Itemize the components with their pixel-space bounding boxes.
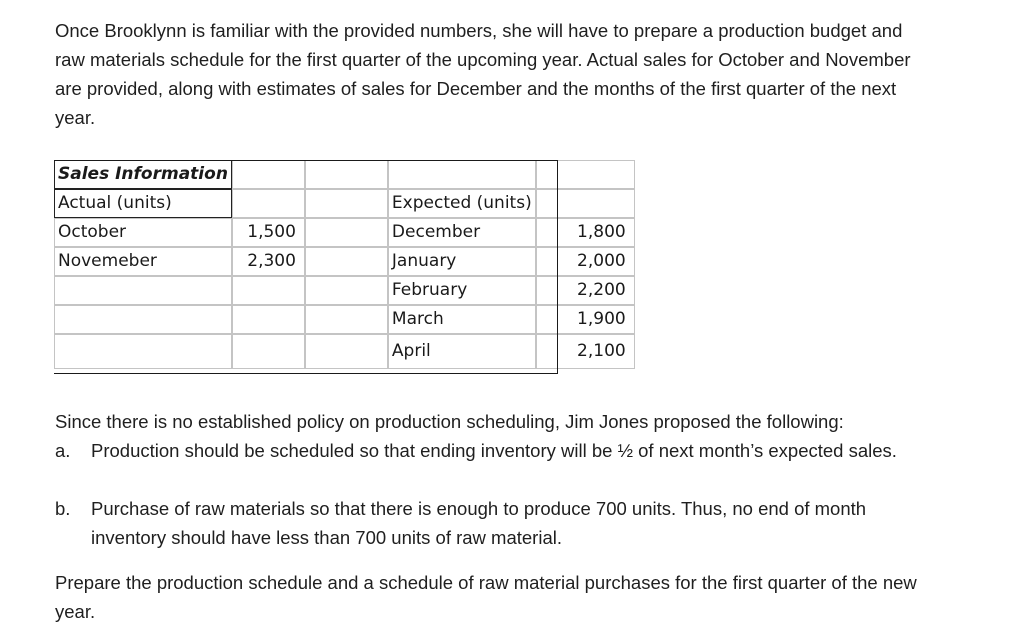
- table-row: [54, 189, 635, 218]
- actual-month: Novemeber: [54, 247, 232, 276]
- list-marker: a.: [55, 440, 71, 461]
- list-item-text: Purchase of raw materials so that there is enough to produce 700 units. Thus, no end of month inventory should have less than 700 units of raw material.: [91, 498, 867, 548]
- actual-month: October: [54, 218, 232, 247]
- intro-paragraph: Once Brooklynn is familiar with the provided numbers, she will have to prepare a production budget and raw materials schedule for the first quarter of the upcoming year. Actual sales for October and November are provided, along with estimates of sales for December and the months of the first quarter of the next year.: [55, 20, 911, 128]
- table-row: [54, 334, 635, 369]
- policy-intro-paragraph: Since there is no established policy on production scheduling, Jim Jones proposed the following:: [55, 411, 844, 432]
- expected-month: December: [388, 218, 536, 247]
- table-title: Sales Information: [54, 160, 232, 189]
- expected-units: 1,800: [536, 218, 635, 247]
- closing-paragraph: Prepare the production schedule and a schedule of raw material purchases for the first quarter of the new year.: [55, 572, 917, 622]
- sales-information-table: [54, 160, 635, 369]
- actual-units: 1,500: [232, 218, 305, 247]
- expected-month: March: [388, 305, 536, 334]
- expected-month: January: [388, 247, 536, 276]
- list-marker: b.: [55, 498, 71, 519]
- expected-month: April: [388, 334, 536, 369]
- actual-units: 2,300: [232, 247, 305, 276]
- table-row: [54, 218, 635, 247]
- table-row: [54, 247, 635, 276]
- expected-units: 2,000: [536, 247, 635, 276]
- expected-header: Expected (units): [388, 189, 536, 218]
- list-item-text: Production should be scheduled so that ending inventory will be ½ of next month’s expected sales.: [91, 440, 897, 461]
- expected-units: 2,200: [536, 276, 635, 305]
- expected-units: 2,100: [536, 334, 635, 369]
- expected-month: February: [388, 276, 536, 305]
- actual-header: Actual (units): [54, 189, 232, 218]
- table-row: [54, 160, 635, 189]
- expected-units: 1,900: [536, 305, 635, 334]
- table-row: [54, 305, 635, 334]
- table-row: [54, 276, 635, 305]
